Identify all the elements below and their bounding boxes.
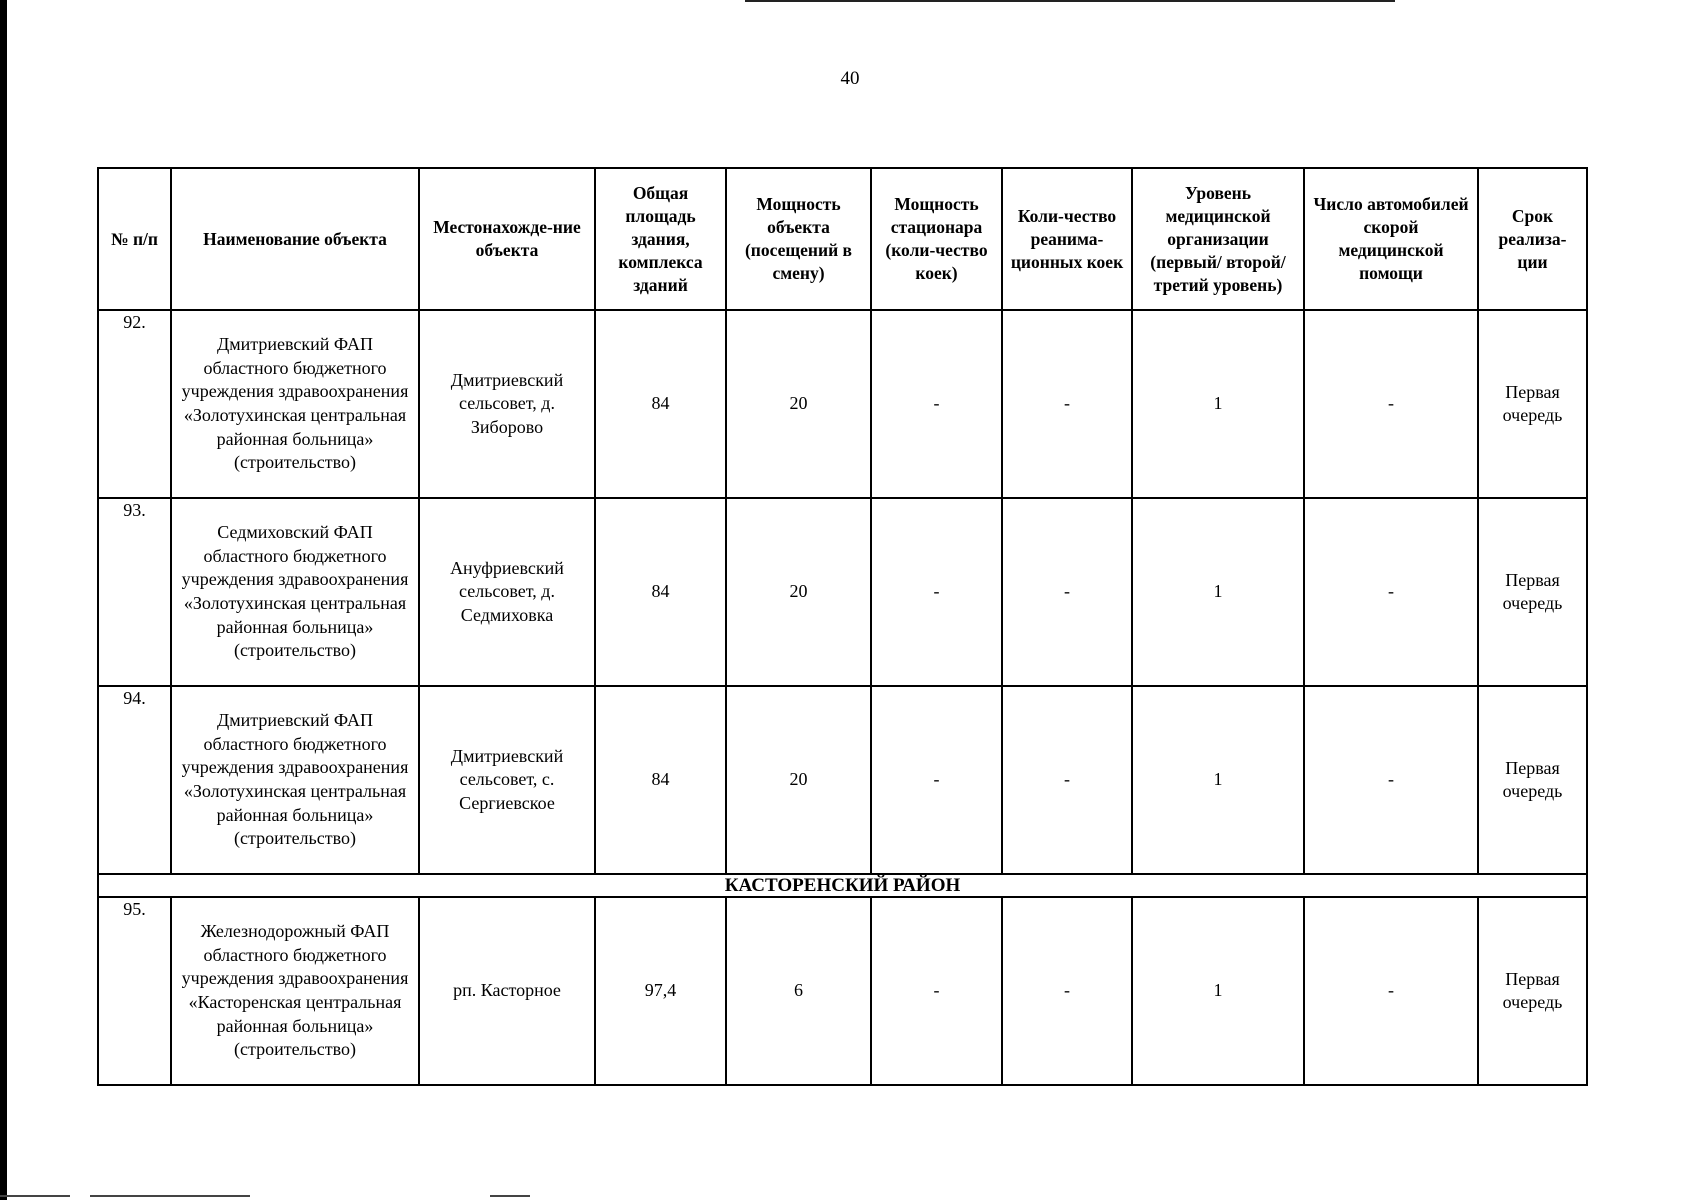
header-icu-beds: Коли-чество реанима-ционных коек xyxy=(1002,168,1132,310)
cell-location: рп. Касторное xyxy=(419,897,595,1085)
header-level: Уровень медицинской организации (первый/ второй/ третий уровень) xyxy=(1132,168,1304,310)
cell-level: 1 xyxy=(1132,686,1304,874)
table-row xyxy=(98,686,1587,874)
region-title: КАСТОРЕНСКИЙ РАЙОН xyxy=(98,874,1587,897)
cell-location: Дмитриевский сельсовет, с. Сергиевское xyxy=(419,686,595,874)
cell-icu-beds: - xyxy=(1002,498,1132,686)
cell-capacity: 6 xyxy=(726,897,871,1085)
header-num: № п/п xyxy=(98,168,171,310)
cell-area: 97,4 xyxy=(595,897,726,1085)
header-ambulances: Число автомобилей скорой медицинской помощи xyxy=(1304,168,1478,310)
table-row xyxy=(98,897,1587,1085)
objects-table xyxy=(97,167,1588,1086)
cell-term: Первая очередь xyxy=(1478,897,1587,1085)
cell-icu-beds: - xyxy=(1002,897,1132,1085)
cell-capacity: 20 xyxy=(726,310,871,498)
scan-bottom-line xyxy=(0,1195,70,1197)
cell-area: 84 xyxy=(595,686,726,874)
cell-name: Седмиховский ФАП областного бюджетного учреждения здравоохранения «Золотухинская центральная районная больница» (строительство) xyxy=(171,498,419,686)
cell-level: 1 xyxy=(1132,897,1304,1085)
cell-icu-beds: - xyxy=(1002,310,1132,498)
cell-ambulances: - xyxy=(1304,498,1478,686)
cell-num: 92. xyxy=(98,310,171,498)
cell-level: 1 xyxy=(1132,498,1304,686)
cell-term: Первая очередь xyxy=(1478,498,1587,686)
region-row xyxy=(98,874,1587,897)
cell-name: Дмитриевский ФАП областного бюджетного учреждения здравоохранения «Золотухинская центральная районная больница» (строительство) xyxy=(171,310,419,498)
scan-bottom-line xyxy=(490,1195,530,1197)
header-name: Наименование объекта xyxy=(171,168,419,310)
header-hospital-capacity: Мощность стационара (коли-чество коек) xyxy=(871,168,1002,310)
scan-bottom-line xyxy=(90,1195,250,1197)
header-area: Общая площадь здания, комплекса зданий xyxy=(595,168,726,310)
cell-term: Первая очередь xyxy=(1478,310,1587,498)
cell-location: Дмитриевский сельсовет, д. Зиборово xyxy=(419,310,595,498)
cell-capacity: 20 xyxy=(726,686,871,874)
cell-ambulances: - xyxy=(1304,686,1478,874)
scan-top-line xyxy=(745,0,1395,2)
cell-icu-beds: - xyxy=(1002,686,1132,874)
cell-area: 84 xyxy=(595,498,726,686)
cell-capacity: 20 xyxy=(726,498,871,686)
cell-ambulances: - xyxy=(1304,897,1478,1085)
cell-hospital-capacity: - xyxy=(871,498,1002,686)
cell-area: 84 xyxy=(595,310,726,498)
table-row xyxy=(98,498,1587,686)
cell-hospital-capacity: - xyxy=(871,897,1002,1085)
cell-name: Дмитриевский ФАП областного бюджетного учреждения здравоохранения «Золотухинская центральная районная больница» (строительство) xyxy=(171,686,419,874)
cell-hospital-capacity: - xyxy=(871,686,1002,874)
header-location: Местонахожде-ние объекта xyxy=(419,168,595,310)
cell-num: 93. xyxy=(98,498,171,686)
cell-hospital-capacity: - xyxy=(871,310,1002,498)
page-number: 40 xyxy=(840,68,860,89)
cell-name: Железнодорожный ФАП областного бюджетного учреждения здравоохранения «Касторенская центральная районная больница» (строительство) xyxy=(171,897,419,1085)
cell-num: 94. xyxy=(98,686,171,874)
cell-term: Первая очередь xyxy=(1478,686,1587,874)
cell-location: Ануфриевский сельсовет, д. Седмиховка xyxy=(419,498,595,686)
cell-num: 95. xyxy=(98,897,171,1085)
cell-ambulances: - xyxy=(1304,310,1478,498)
table-header-row xyxy=(98,168,1587,310)
header-capacity: Мощность объекта (посещений в смену) xyxy=(726,168,871,310)
table-row xyxy=(98,310,1587,498)
scan-left-edge xyxy=(0,0,7,1200)
cell-level: 1 xyxy=(1132,310,1304,498)
header-term: Срок реализа-ции xyxy=(1478,168,1587,310)
